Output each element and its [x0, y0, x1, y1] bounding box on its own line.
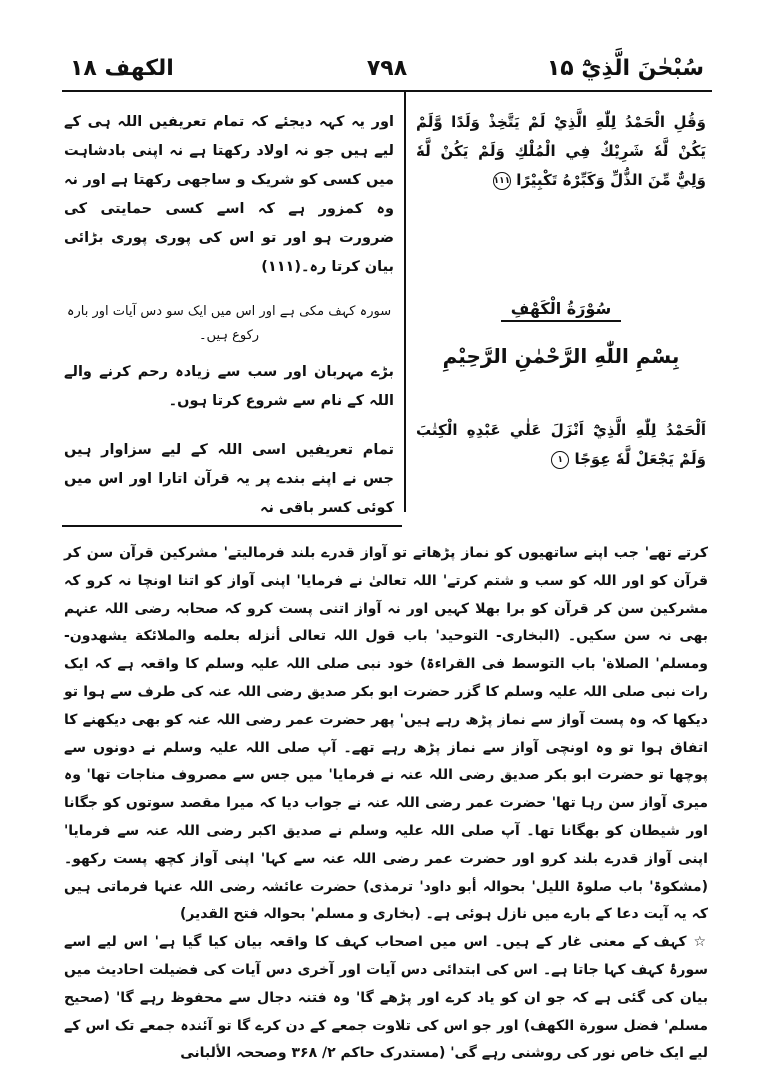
footnote-rule — [62, 525, 402, 527]
footnote-text: کہف کے معنی غار کے ہیں۔ اس میں اصحاب کہف کا واقعہ بیان کیا گیا ہے' اس لیے اسے سورۂ کہف کہا جاتا ہے۔ اس کی ابتدائی دس آیات اور آخری دس آیات کی فضیلت احادیث میں بیان کی گئی ہے کہ جو ان کو یاد کرے اور پڑھے گا' وہ فتنہ دجال سے محفوظ رہے گا' (صحیح مسلم' فضل سورة الکھف) اور جو اس کی تلاوت جمعے کے دن کرے گا تو آئندہ جمعے تک اس کے لیے ایک خاص نور کی روشنی رہے گی' (مستدرک حاکم ۲/ ۳۶۸ وصححہ الألبانی — [64, 934, 708, 1062]
ayah-1-text: اَلْحَمْدُ لِلّٰهِ الَّذِيْٓ اَنْزَلَ عَلٰي عَبْدِهِ الْكِتٰبَ وَلَمْ يَجْعَلْ لَّهٗ عِوَجًا — [416, 421, 706, 468]
page-header — [62, 54, 712, 88]
footnote-paragraph — [64, 929, 708, 1068]
ayah-111 — [416, 108, 706, 195]
ayah-number-marker: ۱۱۱ — [493, 172, 511, 190]
surah-label: الکھف ۱۸ — [70, 56, 174, 81]
ayah-1 — [416, 416, 706, 474]
surah-intro: سورہ کہف مکی ہے اور اس میں ایک سو دس آیات اور بارہ رکوع ہیں۔ — [66, 304, 392, 343]
translation-ayah-111: اور یہ کہہ دیجئے کہ تمام تعریفیں اللہ ہی کے لیے ہیں جو نہ اولاد رکھتا ہے نہ اپنی بادشاہت میں کسی کو شریک و ساجھی رکھتا ہے اور نہ وہ کمزور ہے کہ اسے کسی حمایتی کی ضرورت ہو اور تو اس کی پوری پوری بڑائی بیان کرتا رہ۔(۱۱۱) — [64, 114, 394, 275]
surah-title: سُوْرَةُ الْكَهْفِ — [501, 299, 621, 322]
ayah-111-text: وَقُلِ الْحَمْدُ لِلّٰهِ الَّذِيْ لَمْ يَتَّخِذْ وَلَدًا وَّلَمْ يَكُنْ لَّهٗ شَرِيْكٌ فِي الْمُلْكِ وَلَمْ يَكُنْ لَّهٗ وَلِيٌّ مِّنَ الذُّلِّ وَكَبِّرْهُ تَكْبِيْرًا — [416, 113, 706, 189]
arabic-column — [416, 108, 706, 512]
bismillah: بِسْمِ اللّٰهِ الرَّحْمٰنِ الرَّحِيْمِ — [442, 344, 680, 368]
footnote-paragraph: کرتے تھے' جب اپنے ساتھیوں کو نماز پڑھاتے تو آواز قدرے بلند فرمالیتے' مشرکین قرآن سن کر قرآن کو اور اللہ کو سب و شتم کرتے' اللہ تعالیٰ نے فرمایا' اپنی آواز کو اتنا اونچا نہ کرو کہ مشرکین سن کر قرآن کو برا بھلا کہیں اور نہ آواز اتنی پست کرو کہ صحابہ رضی اللہ عنہم بھی نہ سن سکیں۔ (البخاری- التوحید' باب قول اللہ تعالی أنزله بعلمه والملائكة يشهدون- ومسلم' الصلاة' باب التوسط فی القراءۃ) خود نبی صلی اللہ علیہ وسلم کا واقعہ ہے کہ ایک رات نبی صلی اللہ علیہ وسلم کا گزر حضرت ابو بکر صدیق رضی اللہ عنہ کی طرف سے ہوا تو دیکھا کہ وہ پست آواز سے نماز پڑھ رہے ہیں' پھر حضرت عمر رضی اللہ عنہ کو بھی دیکھنے کا اتفاق ہوا تو وہ اونچی آواز سے نماز پڑھ رہے تھے۔ آپ صلی اللہ علیہ وسلم نے دونوں سے پوچھا تو حضرت ابو بکر صدیق رضی اللہ عنہ نے فرمایا' میں جس سے مصروف مناجات تھا' وہ میری آواز سن رہا تھا' حضرت عمر رضی اللہ عنہ نے جواب دیا کہ میرا مقصد سوتوں کو جگانا اور شیطان کو بھگانا تھا۔ آپ صلی اللہ علیہ وسلم نے صدیق اکبر رضی اللہ عنہ سے فرمایا' اپنی آواز قدرے بلند کرو اور حضرت عمر رضی اللہ عنہ سے کہا' اپنی آواز کچھ پست رکھو۔ (مشکوۃ' باب صلوۃ اللیل' بحوالہ أبو داود' ترمذی) حضرت عائشہ رضی اللہ عنہا فرماتی ہیں کہ یہ آیت دعا کے بارے میں نازل ہوئی ہے۔ (بخاری و مسلم' بحوالہ فتح القدیر) — [64, 545, 709, 923]
ayah-number-marker: ۱ — [551, 451, 569, 469]
page-number: ۷۹۸ — [366, 56, 408, 81]
translation-column — [64, 108, 394, 516]
header-rule — [62, 90, 712, 92]
column-divider — [404, 92, 406, 512]
footnotes — [64, 540, 709, 1062]
translation-ayah-1: تمام تعریفیں اسی اللہ کے لیے سزاوار ہیں جس نے اپنے بندے پر یہ قرآن اتارا اور اس میں کوئی کسر باقی نہ — [64, 442, 394, 516]
juz-label: سُبْحٰنَ الَّذِيْٓ ۱۵ — [546, 56, 704, 81]
bismillah-translation: بڑے مہربان اور سب سے زیادہ رحم کرنے والے اللہ کے نام سے شروع کرتا ہوں۔ — [64, 364, 394, 409]
star-icon: ☆ — [693, 934, 708, 951]
